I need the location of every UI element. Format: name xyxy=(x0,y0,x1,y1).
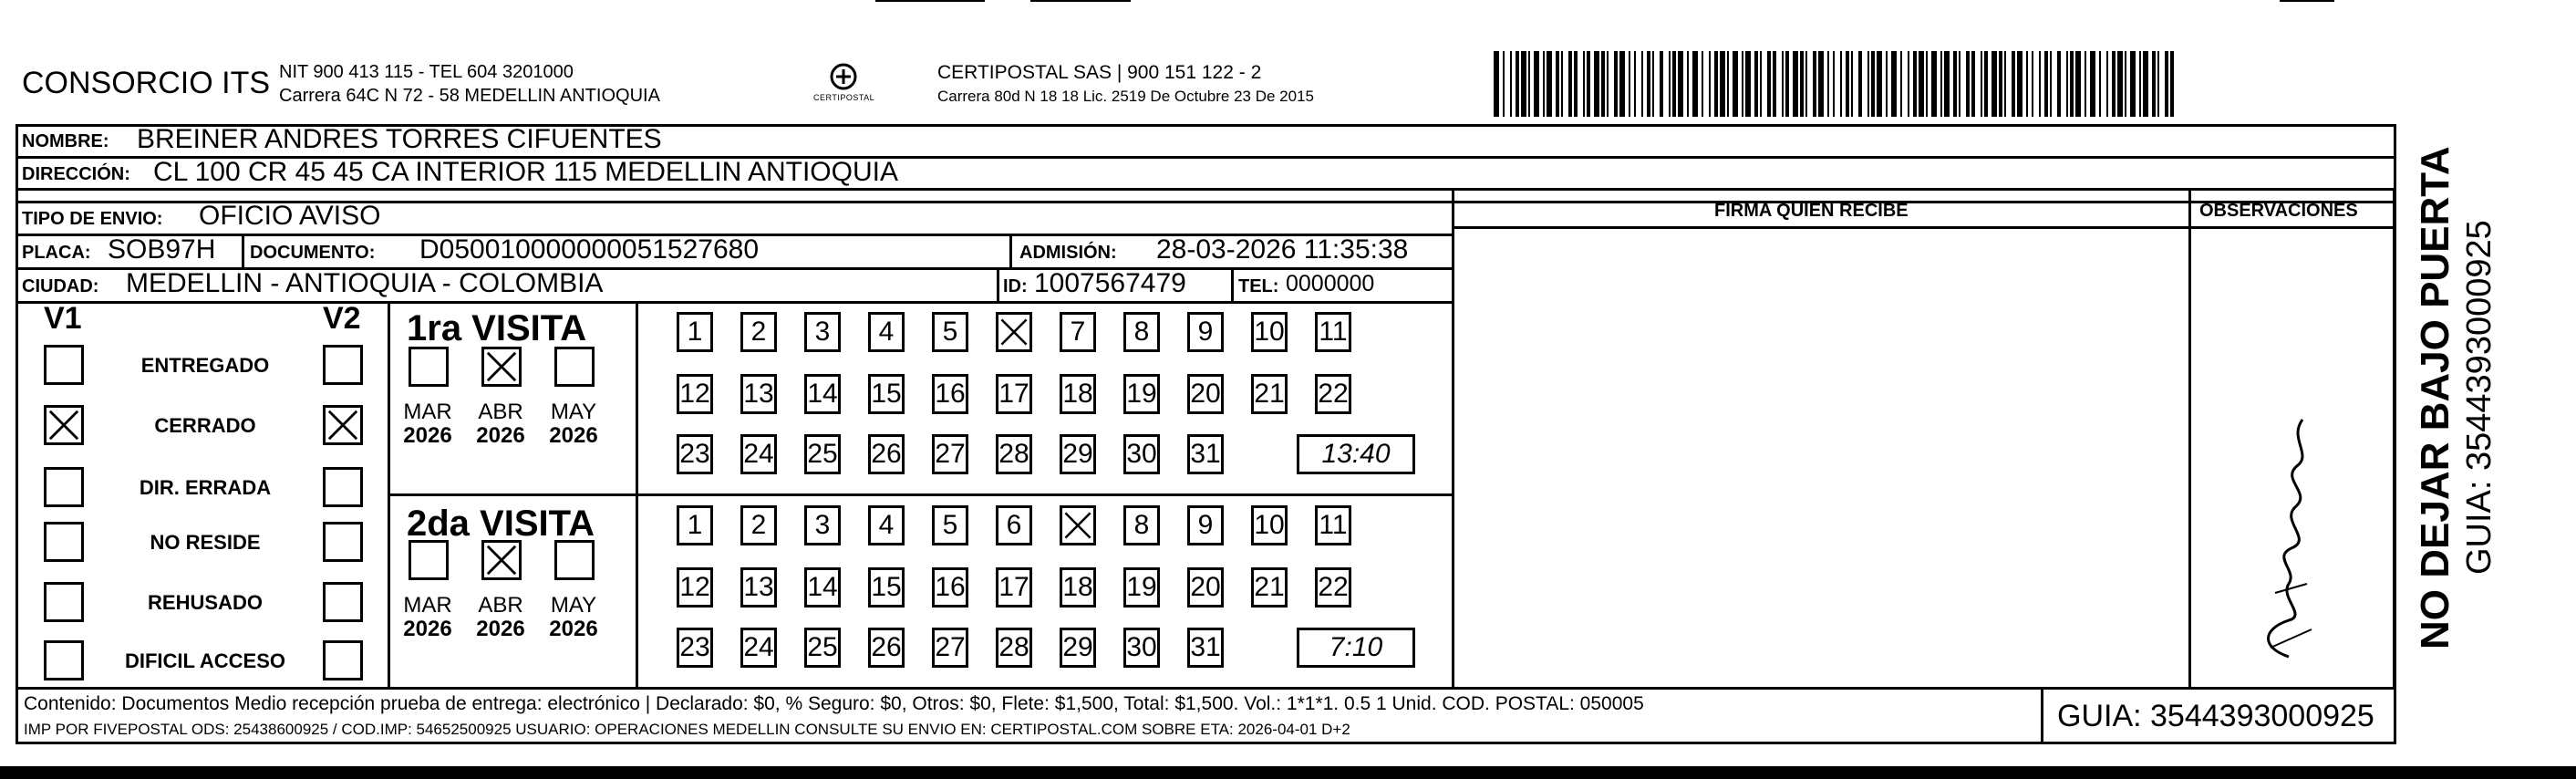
x-mark-icon xyxy=(47,408,81,442)
nit-line: NIT 900 413 115 - TEL 604 3201000 xyxy=(279,62,574,82)
second-year-label-abr: 2026 xyxy=(476,617,525,641)
second-day-9[interactable]: 9 xyxy=(1187,505,1224,545)
first-day-19[interactable]: 19 xyxy=(1123,374,1160,414)
second-day-31[interactable]: 31 xyxy=(1187,628,1224,668)
second-day-19[interactable]: 19 xyxy=(1123,567,1160,608)
first-month-label-mar: MAR xyxy=(403,400,452,424)
v2-checkbox-cerrado[interactable] xyxy=(323,405,363,445)
second-day-22[interactable]: 22 xyxy=(1315,567,1351,608)
first-month-checkbox-abr[interactable] xyxy=(481,347,522,387)
first-day-27[interactable]: 27 xyxy=(932,434,968,474)
second-month-label-abr: ABR xyxy=(478,593,523,618)
footer-guia: GUIA: 3544393000925 xyxy=(2057,699,2374,733)
carrier-line: CERTIPOSTAL SAS | 900 151 122 - 2 xyxy=(937,62,1262,83)
firma-label: FIRMA QUIEN RECIBE xyxy=(1714,201,1909,221)
second-day-8[interactable]: 8 xyxy=(1123,505,1160,545)
first-day-2[interactable]: 2 xyxy=(740,312,777,352)
v1-checkbox-rehusado[interactable] xyxy=(44,582,84,622)
first-day-25[interactable]: 25 xyxy=(804,434,841,474)
status-label-no-reside: NO RESIDE xyxy=(150,531,261,554)
first-day-3[interactable]: 3 xyxy=(804,312,841,352)
second-day-23[interactable]: 23 xyxy=(677,628,713,668)
first-day-17[interactable]: 17 xyxy=(996,374,1032,414)
company-name: CONSORCIO ITS xyxy=(22,66,271,100)
status-label-cerrado: CERRADO xyxy=(154,414,256,437)
barcode xyxy=(1494,51,2173,117)
second-day-13[interactable]: 13 xyxy=(740,567,777,608)
status-label-dir-errada: DIR. ERRADA xyxy=(139,476,272,499)
documento-label: DOCUMENTO: xyxy=(250,243,376,263)
documento-value: D050010000000051527680 xyxy=(419,234,760,265)
x-mark-icon xyxy=(326,408,360,442)
first-month-checkbox-mar[interactable] xyxy=(409,347,449,387)
first-year-label-abr: 2026 xyxy=(476,423,525,448)
id-label: ID: xyxy=(1003,276,1028,296)
v1-checkbox-dificil-acceso[interactable] xyxy=(44,640,84,680)
first-day-26[interactable]: 26 xyxy=(868,434,905,474)
admision-label: ADMISIÓN: xyxy=(1019,243,1117,263)
second-day-17[interactable]: 17 xyxy=(996,567,1032,608)
second-day-26[interactable]: 26 xyxy=(868,628,905,668)
v1-checkbox-entregado[interactable] xyxy=(44,345,84,385)
direccion-label: DIRECCIÓN: xyxy=(22,164,130,184)
placa-value: SOB97H xyxy=(108,234,216,265)
second-day-25[interactable]: 25 xyxy=(804,628,841,668)
second-month-checkbox-abr[interactable] xyxy=(481,540,522,580)
second-day-1[interactable]: 1 xyxy=(677,505,713,545)
v2-checkbox-rehusado[interactable] xyxy=(323,582,363,622)
first-day-18[interactable]: 18 xyxy=(1060,374,1096,414)
ciudad-value: MEDELLIN - ANTIOQUIA - COLOMBIA xyxy=(126,268,604,298)
placa-label: PLACA: xyxy=(22,243,91,263)
first-day-16[interactable]: 16 xyxy=(932,374,968,414)
v2-label: V2 xyxy=(323,301,361,336)
first-time-box[interactable]: 13:40 xyxy=(1297,434,1415,474)
v2-checkbox-dir-errada[interactable] xyxy=(323,467,363,507)
status-label-entregado: ENTREGADO xyxy=(140,354,270,377)
first-day-24[interactable]: 24 xyxy=(740,434,777,474)
second-month-label-mar: MAR xyxy=(403,593,452,618)
status-label-dificil-acceso: DIFICIL ACCESO xyxy=(124,649,285,672)
first-day-7[interactable]: 7 xyxy=(1060,312,1096,352)
second-day-16[interactable]: 16 xyxy=(932,567,968,608)
footer-line2: IMP POR FIVEPOSTAL ODS: 25438600925 / COD.IMP: 54652500925 USUARIO: OPERACIONES MEDELLIN CONSULTE SU ENVIO EN: CERTIPOSTAL.COM SOBRE ETA: 2026-04-01 D+2 xyxy=(24,721,1350,738)
first-day-21[interactable]: 21 xyxy=(1251,374,1288,414)
second-day-24[interactable]: 24 xyxy=(740,628,777,668)
first-day-10[interactable]: 10 xyxy=(1251,312,1288,352)
first-month-label-may: MAY xyxy=(550,400,597,424)
second-day-15[interactable]: 15 xyxy=(868,567,905,608)
first-day-4[interactable]: 4 xyxy=(868,312,905,352)
second-day-2[interactable]: 2 xyxy=(740,505,777,545)
first-day-13[interactable]: 13 xyxy=(740,374,777,414)
second-month-checkbox-may[interactable] xyxy=(554,540,595,580)
first-day-6[interactable] xyxy=(996,312,1032,352)
first-day-12[interactable]: 12 xyxy=(677,374,713,414)
tel-label: TEL: xyxy=(1238,276,1279,296)
admision-value: 28-03-2026 11:35:38 xyxy=(1156,234,1409,265)
first-day-29[interactable]: 29 xyxy=(1060,434,1096,474)
side-no-dejar: NO DEJAR BAJO PUERTA xyxy=(2413,146,2457,649)
logo-text: CERTIPOSTAL xyxy=(813,93,875,102)
status-label-rehusado: REHUSADO xyxy=(148,591,263,614)
v1-checkbox-dir-errada[interactable] xyxy=(44,467,84,507)
second-year-label-may: 2026 xyxy=(549,617,598,641)
first-day-28[interactable]: 28 xyxy=(996,434,1032,474)
x-mark-icon xyxy=(484,543,519,577)
second-day-10[interactable]: 10 xyxy=(1251,505,1288,545)
certipostal-logo xyxy=(812,58,875,109)
first-year-label-may: 2026 xyxy=(549,423,598,448)
nombre-label: NOMBRE: xyxy=(22,131,109,151)
observaciones-label: OBSERVACIONES xyxy=(2199,201,2358,221)
carrier-address: Carrera 80d N 18 18 Lic. 2519 De Octubre 23 De 2015 xyxy=(937,88,1314,105)
first-month-checkbox-may[interactable] xyxy=(554,347,595,387)
first-day-9[interactable]: 9 xyxy=(1187,312,1224,352)
ciudad-label: CIUDAD: xyxy=(22,276,99,296)
tipo-label: TIPO DE ENVIO: xyxy=(22,209,163,229)
first-day-22[interactable]: 22 xyxy=(1315,374,1351,414)
v1-checkbox-no-reside[interactable] xyxy=(44,522,84,562)
first-day-15[interactable]: 15 xyxy=(868,374,905,414)
second-day-12[interactable]: 12 xyxy=(677,567,713,608)
first-day-31[interactable]: 31 xyxy=(1187,434,1224,474)
second-day-3[interactable]: 3 xyxy=(804,505,841,545)
first-year-label-mar: 2026 xyxy=(403,423,452,448)
v2-checkbox-entregado[interactable] xyxy=(323,345,363,385)
signature-icon xyxy=(2225,401,2334,666)
first-day-1[interactable]: 1 xyxy=(677,312,713,352)
x-mark-icon xyxy=(1062,508,1093,543)
second-visit-title: 2da VISITA xyxy=(407,504,595,544)
first-day-30[interactable]: 30 xyxy=(1123,434,1160,474)
second-day-7[interactable] xyxy=(1060,505,1096,545)
v1-checkbox-cerrado[interactable] xyxy=(44,405,84,445)
second-day-20[interactable]: 20 xyxy=(1187,567,1224,608)
second-day-21[interactable]: 21 xyxy=(1251,567,1288,608)
first-day-23[interactable]: 23 xyxy=(677,434,713,474)
x-mark-icon xyxy=(998,315,1029,349)
first-month-label-abr: ABR xyxy=(478,400,523,424)
second-day-11[interactable]: 11 xyxy=(1315,505,1351,545)
nombre-value: BREINER ANDRES TORRES CIFUENTES xyxy=(137,124,662,154)
second-day-27[interactable]: 27 xyxy=(932,628,968,668)
signature xyxy=(2225,401,2334,666)
first-day-20[interactable]: 20 xyxy=(1187,374,1224,414)
second-year-label-mar: 2026 xyxy=(403,617,452,641)
tipo-value: OFICIO AVISO xyxy=(199,201,381,231)
v2-checkbox-dificil-acceso[interactable] xyxy=(323,640,363,680)
second-day-30[interactable]: 30 xyxy=(1123,628,1160,668)
footer-line1: Contenido: Documentos Medio recepción prueba de entrega: electrónico | Declarado: $0, % Seguro: $0, Otros: $0, Flete: $1,500, Total: $1,500. Vol.: 1*1*1. 0.5 1 Unid. COD. POSTAL: 050005 xyxy=(24,693,1644,714)
direccion-value: CL 100 CR 45 45 CA INTERIOR 115 MEDELLIN ANTIOQUIA xyxy=(153,157,898,187)
side-guia: GUIA: 3544393000925 xyxy=(2460,220,2498,575)
first-day-14[interactable]: 14 xyxy=(804,374,841,414)
tel-value: 0000000 xyxy=(1286,271,1375,296)
second-day-6[interactable]: 6 xyxy=(996,505,1032,545)
second-day-4[interactable]: 4 xyxy=(868,505,905,545)
second-time-box[interactable]: 7:10 xyxy=(1297,628,1415,668)
second-month-checkbox-mar[interactable] xyxy=(409,540,449,580)
x-mark-icon xyxy=(484,349,519,384)
second-day-5[interactable]: 5 xyxy=(932,505,968,545)
id-value: 1007567479 xyxy=(1034,268,1186,298)
second-day-29[interactable]: 29 xyxy=(1060,628,1096,668)
address-line: Carrera 64C N 72 - 58 MEDELLIN ANTIOQUIA xyxy=(279,86,660,106)
second-day-14[interactable]: 14 xyxy=(804,567,841,608)
v1-label: V1 xyxy=(44,301,82,336)
second-day-28[interactable]: 28 xyxy=(996,628,1032,668)
first-day-11[interactable]: 11 xyxy=(1315,312,1351,352)
first-day-5[interactable]: 5 xyxy=(932,312,968,352)
first-day-8[interactable]: 8 xyxy=(1123,312,1160,352)
second-month-label-may: MAY xyxy=(550,593,597,618)
v2-checkbox-no-reside[interactable] xyxy=(323,522,363,562)
first-visit-title: 1ra VISITA xyxy=(407,308,587,348)
second-day-18[interactable]: 18 xyxy=(1060,567,1096,608)
